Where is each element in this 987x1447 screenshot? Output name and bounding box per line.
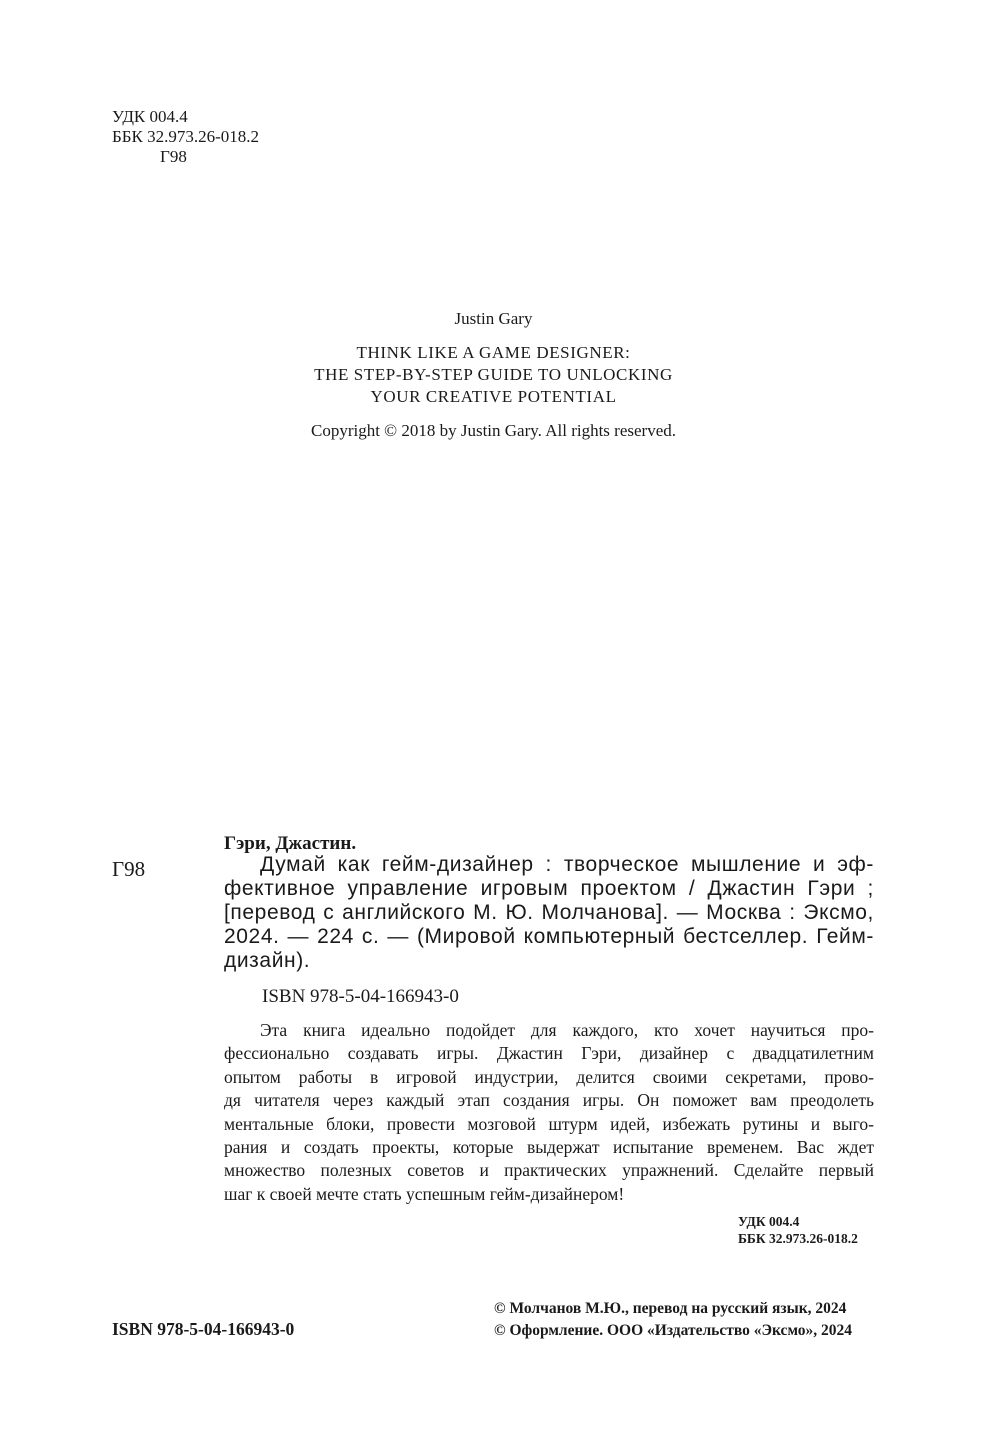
catalog-author: Гэри, Джастин. <box>224 833 357 854</box>
annotation-line: Эта книга идеально подойдет для каждого, кто хочет научиться про- <box>260 1020 874 1040</box>
catalog-description-line: дизайн). <box>224 949 311 972</box>
annotation-line: рания и создать проекты, которые выдержат испытание временем. Вас ждет <box>224 1137 874 1158</box>
annotation-line: опытом работы в игровой индустрии, делится своими секретами, прово- <box>224 1066 874 1087</box>
copyright-translation: © Молчанов М.Ю., перевод на русский язык, 2024 <box>494 1300 847 1317</box>
annotation-line: ментальные блоки, провести мозговой штурм идей, избежать рутины и выго- <box>224 1113 874 1134</box>
footer-copyrights <box>494 1298 852 1342</box>
catalog-description <box>224 853 874 973</box>
catalog-description-line: Думай как гейм-дизайнер : творческое мышление и эф- <box>260 853 874 876</box>
catalog-description-line: фективное управление игровым проектом / Джастин Гэри ; <box>224 877 874 900</box>
header-classification-codes <box>112 107 259 167</box>
original-author: Justin Gary <box>454 309 533 328</box>
catalog-udk: УДК 004.4 <box>738 1214 800 1229</box>
original-title-line: THE STEP-BY-STEP GUIDE TO UNLOCKING <box>314 365 673 384</box>
catalog-description-line: 2024. — 224 с. — (Мировой компьютерный бестселлер. Гейм- <box>224 925 874 948</box>
annotation-line: дя читателя через каждый этап создания игры. Он поможет вам преодолеть <box>224 1090 874 1111</box>
original-title <box>0 342 987 408</box>
catalog-annotation <box>224 1019 874 1206</box>
original-title-line: THINK LIKE A GAME DESIGNER: <box>356 343 631 362</box>
annotation-line: шаг к своей мечте стать успешным гейм-дизайнером! <box>224 1183 625 1204</box>
catalog-author-mark: Г98 <box>112 857 146 881</box>
original-title-line: YOUR CREATIVE POTENTIAL <box>370 387 617 406</box>
header-author-mark: Г98 <box>160 147 187 166</box>
catalog-bbk: ББК 32.973.26-018.2 <box>738 1231 858 1246</box>
header-bbk: ББК 32.973.26-018.2 <box>112 127 260 146</box>
annotation-line: фессионально создавать игры. Джастин Гэри, дизайнер с двадцатилетним <box>224 1043 874 1064</box>
footer-isbn: ISBN 978-5-04-166943-0 <box>112 1319 295 1339</box>
copyright-design: © Оформление. ООО «Издательство «Эксмо», 2024 <box>494 1322 853 1339</box>
catalog-isbn: ISBN 978-5-04-166943-0 <box>262 986 459 1007</box>
annotation-line: множество полезных советов и практических упражнений. Сделайте первый <box>224 1160 874 1181</box>
catalog-description-line: [перевод с английского М. Ю. Молчанова]. — Москва : Эксмо, <box>224 901 874 924</box>
catalog-classification-codes <box>738 1213 858 1247</box>
original-edition-block <box>0 308 987 442</box>
original-copyright: Copyright © 2018 by Justin Gary. All rights reserved. <box>310 421 676 440</box>
header-udk: УДК 004.4 <box>112 107 188 126</box>
